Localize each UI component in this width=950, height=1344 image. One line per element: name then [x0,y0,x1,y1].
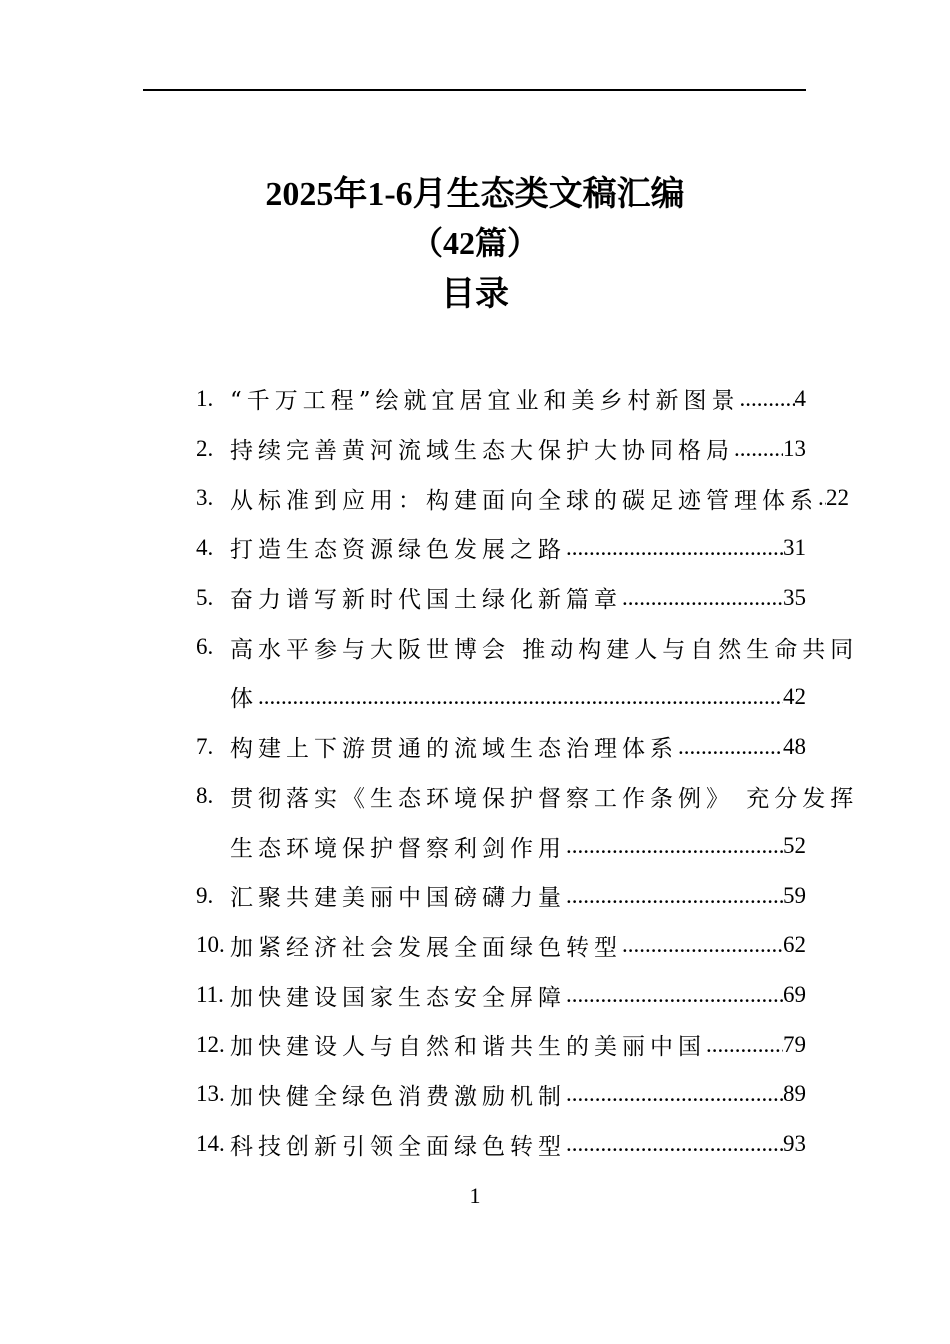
dot-leader [818,485,826,511]
toc-entry-page: 22 [826,485,849,511]
toc-entry-number: 14. [196,1131,225,1157]
page-number: 1 [469,1183,481,1208]
toc-entry-page: 31 [783,534,806,560]
toc-entry-page: 4 [794,385,806,411]
toc-entry[interactable] [196,473,849,523]
toc-entry-page: 48 [783,733,806,759]
toc-entry[interactable] [196,424,806,474]
toc-entry[interactable] [196,871,806,921]
toc-entry-title: 贯彻落实《生态环境保护督察工作条例》 充分发挥 [230,785,859,812]
document-subtitle: （42篇） [410,225,539,261]
toc-entry[interactable] [196,1020,806,1070]
dot-leader [740,386,795,412]
toc-entry-page: 59 [783,882,806,908]
toc-entry-page: 79 [783,1031,806,1057]
dot-leader [622,932,783,958]
toc-entry-title: 加快健全绿色消费激励机制 [230,1083,566,1110]
toc-entry-continuation[interactable] [196,821,806,871]
toc-entry-title: “千万工程”绘就宜居宜业和美乡村新图景 [230,388,740,415]
toc-entry-number: 5. [196,584,214,610]
toc-entry-title: 加快建设国家生态安全屏障 [230,984,566,1011]
toc-entry-page: 52 [783,833,806,859]
toc-entry-number: 6. [196,634,214,660]
dot-leader [706,1032,783,1058]
toc-entry[interactable] [196,573,806,623]
toc-entry-page: 42 [783,683,806,709]
toc-entry-number: 3. [196,485,214,511]
toc-entry[interactable] [196,1070,806,1120]
toc-entry[interactable] [196,970,806,1020]
dot-leader [734,436,783,462]
toc-heading: 目录 [441,276,509,313]
toc-entry-page: 62 [783,932,806,958]
toc-entry-number: 10. [196,932,225,958]
toc-entry-number: 11. [196,982,224,1008]
toc-entry-title: 高水平参与大阪世博会 推动构建人与自然生命共同 [230,636,859,663]
toc-entry-title: 从标准到应用：构建面向全球的碳足迹管理体系 [230,487,818,514]
toc-entry[interactable] [196,523,806,573]
toc-entry-title: 加紧经济社会发展全面绿色转型 [230,934,622,961]
toc-entry-number: 12. [196,1031,225,1057]
toc-entry[interactable] [196,722,806,772]
toc-entry-title: 生态环境保护督察利剑作用 [230,835,566,862]
toc-entry-title: 构建上下游贯通的流域生态治理体系 [230,736,678,763]
toc-entry-title: 科技创新引领全面绿色转型 [230,1133,566,1160]
dot-leader [566,833,783,859]
toc-entry-number: 13. [196,1081,225,1107]
toc-entry-number: 1. [196,385,214,411]
header-rule [143,89,806,91]
dot-leader [566,535,783,561]
toc-entry-page: 93 [783,1131,806,1157]
table-of-contents [196,374,859,1169]
document-title: 2025年1-6月生态类文稿汇编 [265,176,685,213]
toc-entry-title: 打造生态资源绿色发展之路 [230,537,566,564]
toc-entry-page: 35 [783,584,806,610]
toc-entry-number: 7. [196,733,214,759]
toc-entry-title: 体 [230,686,258,713]
dot-leader [678,734,783,760]
toc-entry-title: 加快建设人与自然和谐共生的美丽中国 [230,1034,706,1061]
dot-leader [258,684,783,710]
dot-leader [622,585,783,611]
dot-leader [566,1131,783,1157]
toc-entry-page: 69 [783,982,806,1008]
toc-entry[interactable] [196,622,859,672]
toc-entry-continuation[interactable] [196,672,806,722]
toc-entry-title: 持续完善黄河流域生态大保护大协同格局 [230,438,734,465]
toc-entry-number: 2. [196,435,214,461]
toc-entry-page: 13 [783,435,806,461]
toc-entry[interactable] [196,374,806,424]
dot-leader [566,982,783,1008]
dot-leader [566,883,783,909]
toc-entry-number: 4. [196,534,214,560]
toc-entry[interactable] [196,1119,806,1169]
toc-entry-page: 89 [783,1081,806,1107]
toc-entry-title: 汇聚共建美丽中国磅礴力量 [230,885,566,912]
toc-entry-title: 奋力谱写新时代国土绿化新篇章 [230,587,622,614]
toc-entry-number: 9. [196,882,214,908]
dot-leader [566,1081,783,1107]
toc-entry[interactable] [196,921,806,971]
toc-entry-number: 8. [196,783,214,809]
toc-entry[interactable] [196,772,859,822]
